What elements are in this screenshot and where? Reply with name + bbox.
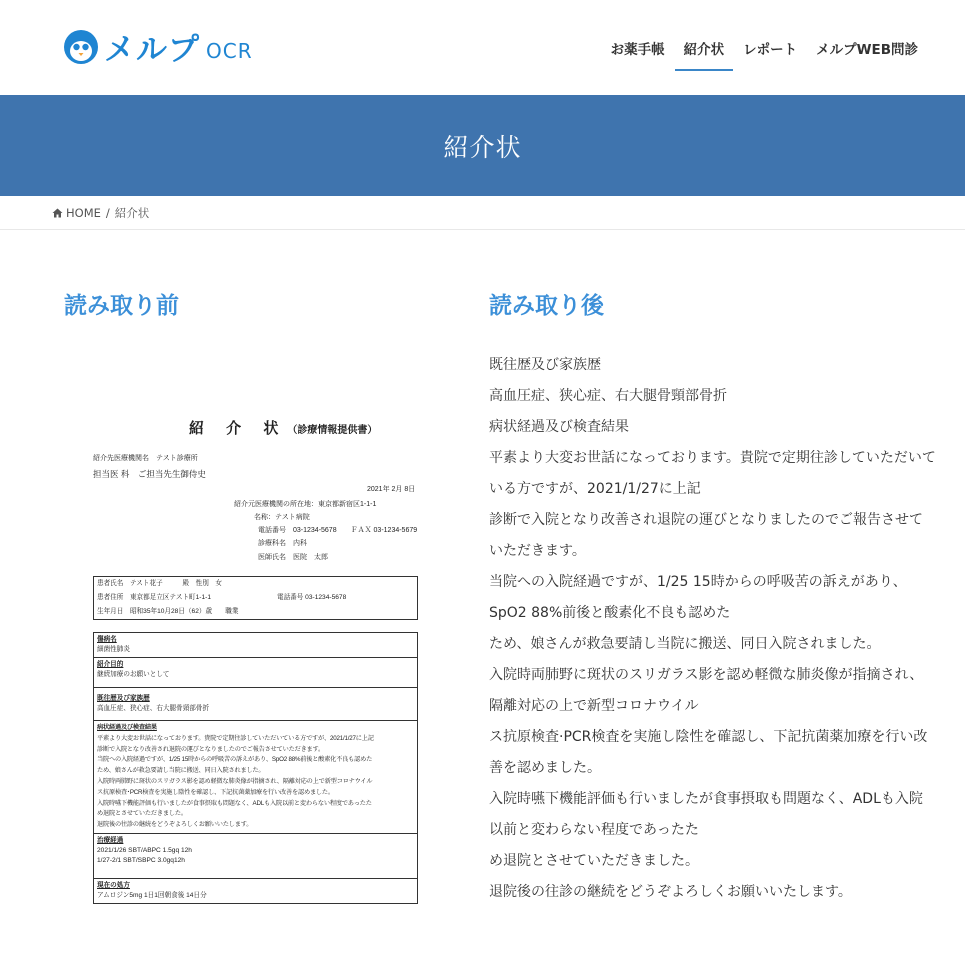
- page-banner: [0, 95, 965, 196]
- doc-section: [94, 688, 417, 721]
- ocr-line: いる方ですが、2021/1/27に上記: [489, 481, 701, 497]
- doc-title: [189, 417, 377, 438]
- doc-section-heading: 紹介目的: [97, 661, 124, 668]
- doc-from-name: 名称：テスト病院: [254, 514, 310, 521]
- nav-item-report[interactable]: レポート: [743, 42, 798, 58]
- doc-section-line: ス抗原検査･PCR検査を実施し陰性を確認し、下記抗菌薬加療を行い改善を認めました。: [97, 788, 334, 796]
- ocr-line: ため、娘さんが救急要請し当院に搬送、同日入院されました。: [489, 636, 881, 652]
- doc-section-line: 入院時両肺野に斑状のスリガラス影を認め軽微な肺炎像が指摘され、隔離対応の上で新型コロナウイル: [97, 777, 373, 785]
- doc-from-dept: 診療科名 内科: [258, 540, 307, 547]
- doc-to-doctor: 担当医 科 ご担当先生御侍史: [93, 469, 206, 479]
- doc-section-heading: 病状経過及び検査結果: [97, 724, 157, 731]
- penguin-logo-icon: [62, 28, 100, 64]
- doc-section-line: 継続加療のお願いとして: [97, 671, 170, 678]
- nav-item-medicine-notebook[interactable]: お薬手帳: [610, 42, 665, 58]
- ocr-line: 診断で入院となり改善され退院の運びとなりましたのでご報告させて: [489, 512, 923, 528]
- ocr-line: 善を認めました。: [489, 760, 601, 776]
- doc-section-line: アムロジン5mg 1日1回朝食後 14日分: [97, 891, 207, 899]
- breadcrumb-separator: /: [105, 206, 110, 220]
- doc-section: [94, 633, 417, 658]
- doc-section-line: 細菌性肺炎: [97, 646, 130, 653]
- doc-patient-row: 患者住所 東京都足立区テスト町1-1-1 電話番号 03-1234-5678: [97, 594, 347, 601]
- doc-title-main: 紹 介 状: [189, 420, 288, 437]
- doc-title-sub: （診療情報提供書）: [287, 425, 378, 436]
- doc-patient-box: [93, 576, 418, 620]
- ocr-line: め退院とさせていただきました。: [489, 853, 699, 869]
- site-logo[interactable]: [62, 28, 253, 68]
- ocr-line: 退院後の往診の継続をどうぞよろしくお願いいたします。: [489, 884, 852, 900]
- doc-section-line: 入院時嚥下機能評価も行いましたが食事摂取も問題なく、ADLも入院以前と変わらない程度であったた: [97, 799, 372, 807]
- doc-section: [94, 658, 417, 688]
- doc-section-line: 平素より大変お世話になっております。貴院で定期往診していただいている方ですが、2021/1/27に上記: [97, 734, 374, 742]
- before-heading: 読み取り前: [64, 293, 179, 319]
- home-icon: [52, 208, 63, 218]
- ocr-line: 入院時両肺野に斑状のスリガラス影を認め軽微な肺炎像が指摘され、: [489, 667, 924, 683]
- doc-from-doctor: 医師氏名 医院 太郎: [258, 554, 328, 561]
- doc-section-line: め退院とさせていただきました。: [97, 810, 187, 818]
- doc-section-line: 退院後の往診の継続をどうぞよろしくお願いいたします。: [97, 821, 253, 829]
- breadcrumb: [52, 205, 149, 221]
- ocr-line: 隔離対応の上で新型コロナウイル: [489, 698, 699, 714]
- doc-sections-box: [93, 632, 418, 904]
- ocr-line: 高血圧症、狭心症、右大腿骨頸部骨折: [489, 388, 727, 404]
- logo-name: メルプ: [104, 31, 200, 68]
- doc-section: [94, 721, 417, 834]
- breadcrumb-home-link[interactable]: HOME: [66, 206, 101, 220]
- after-heading: 読み取り後: [489, 293, 604, 319]
- breadcrumb-bar: [0, 196, 965, 230]
- ocr-result-text: [489, 350, 936, 908]
- doc-section-heading: 治療経過: [97, 836, 124, 844]
- doc-section-line: 当院への入院経過ですが、1/25 15時からの呼吸苦の訴えがあり、SpO2 88%前後と酸素化不良も認めた: [97, 756, 373, 764]
- ocr-line: 病状経過及び検査結果: [489, 419, 629, 435]
- logo-sub: OCR: [206, 39, 253, 63]
- ocr-line: いただきます。: [489, 543, 586, 559]
- doc-section-line: 診断で入院となり改善され退院の運びとなりましたのでご報告させていただきます。: [97, 745, 325, 753]
- doc-date: 2021年 2月 8日: [367, 486, 416, 493]
- page-title: 紹介状: [443, 132, 522, 162]
- doc-section-line: ため、娘さんが救急要請し当院に搬送、同日入院されました。: [97, 767, 265, 775]
- site-header: [0, 0, 965, 95]
- ocr-line: 以前と変わらない程度であったた: [489, 822, 699, 838]
- scanned-referral-document: [64, 395, 434, 965]
- doc-from-phone: 電話番号 03-1234-5678 ＦＡＸ 03-1234-5679: [258, 527, 418, 534]
- nav-item-web-questionnaire[interactable]: メルプWEB問診: [816, 42, 918, 58]
- breadcrumb-current: 紹介状: [114, 206, 150, 220]
- doc-to-institution: 紹介先医療機関名 テスト診療所: [93, 455, 198, 462]
- doc-section-heading: 傷病名: [97, 636, 117, 643]
- ocr-line: ス抗原検査·PCR検査を実施し陰性を確認し、下記抗菌薬加療を行い改: [489, 729, 928, 745]
- doc-section: [94, 879, 417, 903]
- doc-section-line: 2021/1/26 SBT/ABPC 1.5gq 12h: [97, 846, 192, 854]
- ocr-line: SpO2 88%前後と酸素化不良も認めた: [489, 605, 731, 621]
- doc-patient-row: 患者氏名 テスト花子 殿 性別 女: [97, 580, 223, 587]
- doc-patient-row: 生年月日 昭和35年10月28日（62）歳 職業: [97, 608, 239, 615]
- doc-from-address: 紹介元医療機関の所在地：東京都新宿区1-1-1: [234, 501, 377, 508]
- ocr-line: 平素より大変お世話になっております。貴院で定期往診していただいて: [489, 450, 936, 466]
- doc-section-heading: 現在の処方: [97, 881, 130, 889]
- doc-section-line: 高血圧症、狭心症、右大腿骨頸部骨折: [97, 705, 210, 712]
- nav-item-referral-letter[interactable]: 紹介状: [684, 0, 725, 95]
- ocr-line: 既往歴及び家族歴: [489, 357, 601, 373]
- doc-section-heading: 既往歴及び家族歴: [97, 695, 150, 702]
- ocr-line: 入院時嚥下機能評価も行いましたが食事摂取も問題なく、ADLも入院: [489, 791, 923, 807]
- doc-section-line: 1/27-2/1 SBT/SBPC 3.0gq12h: [97, 856, 185, 864]
- main-nav: [592, 0, 918, 95]
- doc-section: [94, 834, 417, 879]
- ocr-line: 当院への入院経過ですが、1/25 15時からの呼吸苦の訴えがあり、: [489, 574, 907, 590]
